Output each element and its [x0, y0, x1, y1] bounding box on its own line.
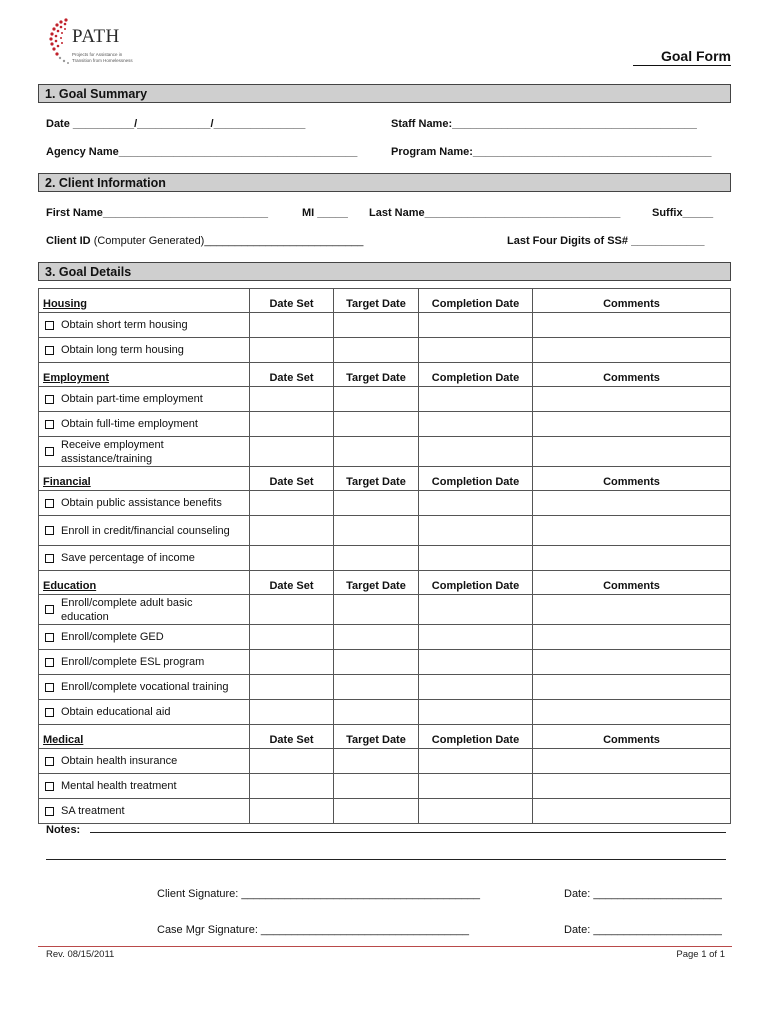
category-name-label: Education — [43, 580, 97, 592]
comments-cell[interactable] — [533, 675, 731, 700]
goal-cell — [39, 313, 250, 338]
form-title: Goal Form — [633, 48, 731, 66]
goal-label: Obtain full-time employment — [61, 418, 198, 430]
goal-row — [39, 338, 731, 363]
section-client-information: 2. Client Information — [38, 173, 731, 192]
section-goal-details: 3. Goal Details — [38, 262, 731, 281]
completion-date-cell[interactable] — [419, 675, 533, 700]
target-date-cell[interactable] — [334, 749, 419, 774]
revision-date: Rev. 08/15/2011 — [46, 949, 115, 960]
goal-checkbox[interactable] — [45, 782, 54, 791]
goal-row — [39, 437, 731, 467]
target-date-cell[interactable] — [334, 700, 419, 725]
goal-cell — [39, 437, 250, 467]
goal-checkbox[interactable] — [45, 633, 54, 642]
client-id-field[interactable]: Client ID (Computer Generated)__________________________ — [46, 235, 364, 247]
comments-cell[interactable] — [533, 338, 731, 363]
date-set-header-label: Date Set — [269, 734, 314, 746]
comments-cell[interactable] — [533, 546, 731, 571]
comments-header-label: Comments — [603, 372, 660, 384]
comments-cell[interactable] — [533, 799, 731, 824]
suffix-field[interactable]: Suffix_____ — [652, 207, 714, 219]
comments-cell[interactable] — [533, 749, 731, 774]
goal-label: Obtain educational aid — [61, 706, 171, 718]
case-mgr-signature-field[interactable]: Case Mgr Signature: __________________________________ — [157, 924, 469, 936]
goal-cell — [39, 491, 250, 516]
goal-row — [39, 491, 731, 516]
path-logo — [46, 14, 141, 70]
goal-cell — [39, 700, 250, 725]
comments-cell[interactable] — [533, 625, 731, 650]
goal-label: Enroll/complete ESL program — [61, 656, 205, 668]
goal-row — [39, 595, 731, 625]
target-date-header — [334, 289, 419, 313]
comments-cell[interactable] — [533, 313, 731, 338]
goal-checkbox[interactable] — [45, 321, 54, 330]
page-number: Page 1 of 1 — [676, 949, 725, 960]
comments-cell[interactable] — [533, 387, 731, 412]
target-date-header — [334, 571, 419, 595]
date-set-cell[interactable] — [250, 650, 334, 675]
target-date-cell[interactable] — [334, 338, 419, 363]
category-name — [39, 467, 250, 491]
target-date-cell[interactable] — [334, 491, 419, 516]
goal-row — [39, 749, 731, 774]
case-mgr-signature-date-field[interactable]: Date: _____________________ — [564, 924, 722, 936]
target-date-cell[interactable] — [334, 625, 419, 650]
completion-date-header-label: Completion Date — [431, 298, 520, 310]
category-header-row — [39, 467, 731, 491]
date-set-cell[interactable] — [250, 749, 334, 774]
comments-header-label: Comments — [603, 734, 660, 746]
comments-cell[interactable] — [533, 650, 731, 675]
comments-cell[interactable] — [533, 516, 731, 546]
completion-date-cell[interactable] — [419, 749, 533, 774]
goal-label: Mental health treatment — [61, 780, 177, 792]
category-name — [39, 725, 250, 749]
category-name — [39, 363, 250, 387]
target-date-cell[interactable] — [334, 412, 419, 437]
date-set-header-label: Date Set — [269, 580, 314, 592]
goal-checkbox[interactable] — [45, 447, 54, 456]
target-date-header-label: Target Date — [346, 298, 406, 310]
comments-header — [533, 725, 731, 749]
notes-line-2[interactable] — [46, 859, 726, 860]
category-name — [39, 571, 250, 595]
comments-cell[interactable] — [533, 595, 731, 625]
goal-checkbox[interactable] — [45, 605, 54, 614]
comments-cell[interactable] — [533, 774, 731, 799]
completion-date-cell[interactable] — [419, 799, 533, 824]
completion-date-header-label: Completion Date — [431, 476, 520, 488]
comments-header — [533, 289, 731, 313]
logo-tagline: Projects for Assistance in Transition from Homelessness — [72, 52, 133, 63]
goal-checkbox[interactable] — [45, 499, 54, 508]
section-goal-summary: 1. Goal Summary — [38, 84, 731, 103]
goal-label: Obtain short term housing — [61, 319, 188, 331]
goal-checkbox[interactable] — [45, 683, 54, 692]
goal-cell — [39, 774, 250, 799]
goal-checkbox[interactable] — [45, 395, 54, 404]
goal-details-table — [38, 288, 731, 824]
completion-date-header-label: Completion Date — [431, 734, 520, 746]
date-set-header — [250, 289, 334, 313]
target-date-cell[interactable] — [334, 650, 419, 675]
goal-label: Enroll in credit/financial counseling — [61, 524, 230, 537]
completion-date-cell[interactable] — [419, 650, 533, 675]
logo-dots-graphic — [46, 14, 72, 68]
goal-row — [39, 774, 731, 799]
goal-label: Enroll/complete adult basic education — [61, 596, 193, 623]
last-name-field[interactable]: Last Name________________________________ — [369, 207, 621, 219]
comments-header — [533, 363, 731, 387]
notes-line-1[interactable] — [90, 832, 726, 833]
goal-label: Enroll/complete vocational training — [61, 681, 229, 693]
completion-date-header — [419, 725, 533, 749]
date-set-cell[interactable] — [250, 546, 334, 571]
comments-cell[interactable] — [533, 491, 731, 516]
date-field[interactable]: Date __________/____________/_______________ — [46, 118, 306, 130]
goal-label: Obtain long term housing — [61, 344, 184, 356]
goal-label: Save percentage of income — [61, 552, 195, 564]
comments-cell[interactable] — [533, 700, 731, 725]
completion-date-cell[interactable] — [419, 313, 533, 338]
category-header-row — [39, 725, 731, 749]
date-set-cell[interactable] — [250, 491, 334, 516]
completion-date-header-label: Completion Date — [431, 372, 520, 384]
client-signature-date-field[interactable]: Date: _____________________ — [564, 888, 722, 900]
goal-cell — [39, 749, 250, 774]
completion-date-cell[interactable] — [419, 774, 533, 799]
completion-date-cell[interactable] — [419, 700, 533, 725]
category-name-label: Medical — [43, 734, 84, 746]
target-date-header — [334, 725, 419, 749]
date-set-cell[interactable] — [250, 595, 334, 625]
completion-date-cell[interactable] — [419, 546, 533, 571]
date-set-header-label: Date Set — [269, 298, 314, 310]
target-date-header — [334, 467, 419, 491]
goal-label: Obtain part-time employment — [61, 393, 203, 405]
goal-cell — [39, 338, 250, 363]
completion-date-cell[interactable] — [419, 387, 533, 412]
goal-row — [39, 516, 731, 546]
goal-checkbox[interactable] — [45, 526, 54, 535]
date-set-cell[interactable] — [250, 338, 334, 363]
target-date-header-label: Target Date — [346, 734, 406, 746]
goal-row — [39, 675, 731, 700]
date-set-cell[interactable] — [250, 412, 334, 437]
target-date-cell[interactable] — [334, 675, 419, 700]
date-set-cell[interactable] — [250, 700, 334, 725]
goal-checkbox[interactable] — [45, 658, 54, 667]
goal-cell — [39, 625, 250, 650]
date-set-cell[interactable] — [250, 516, 334, 546]
date-set-cell[interactable] — [250, 774, 334, 799]
completion-date-cell[interactable] — [419, 516, 533, 546]
goal-checkbox[interactable] — [45, 346, 54, 355]
agency-name-field[interactable]: Agency Name_______________________________________ — [46, 146, 358, 158]
mi-field[interactable]: MI _____ — [302, 207, 348, 219]
footer-divider — [38, 946, 732, 947]
category-name-label: Employment — [43, 372, 110, 384]
date-set-header — [250, 571, 334, 595]
goal-checkbox[interactable] — [45, 420, 54, 429]
target-date-cell[interactable] — [334, 387, 419, 412]
goal-cell — [39, 546, 250, 571]
completion-date-header — [419, 571, 533, 595]
target-date-cell[interactable] — [334, 546, 419, 571]
date-set-header-label: Date Set — [269, 372, 314, 384]
comments-header-label: Comments — [603, 298, 660, 310]
category-name — [39, 289, 250, 313]
category-name-label: Financial — [43, 476, 91, 488]
completion-date-header — [419, 289, 533, 313]
goal-row — [39, 799, 731, 824]
date-set-cell[interactable] — [250, 799, 334, 824]
comments-header-label: Comments — [603, 476, 660, 488]
category-header-row — [39, 571, 731, 595]
date-set-cell[interactable] — [250, 437, 334, 467]
goal-label: Receive employment assistance/training — [61, 438, 164, 465]
goal-cell — [39, 387, 250, 412]
target-date-cell[interactable] — [334, 516, 419, 546]
goal-label: SA treatment — [61, 805, 125, 817]
target-date-header — [334, 363, 419, 387]
target-date-header-label: Target Date — [346, 580, 406, 592]
goal-row — [39, 313, 731, 338]
completion-date-header — [419, 363, 533, 387]
program-name-field[interactable]: Program Name:_______________________________________ — [391, 146, 712, 158]
goal-cell — [39, 412, 250, 437]
completion-date-cell[interactable] — [419, 625, 533, 650]
comments-cell[interactable] — [533, 412, 731, 437]
date-set-header — [250, 725, 334, 749]
first-name-field[interactable]: First Name___________________________ — [46, 207, 269, 219]
goal-row — [39, 650, 731, 675]
target-date-cell[interactable] — [334, 774, 419, 799]
goal-row — [39, 387, 731, 412]
goal-cell — [39, 650, 250, 675]
notes-label: Notes: — [46, 824, 81, 836]
goal-row — [39, 625, 731, 650]
comments-header — [533, 467, 731, 491]
goal-label: Obtain public assistance benefits — [61, 497, 222, 509]
goal-cell — [39, 595, 250, 625]
date-set-cell[interactable] — [250, 625, 334, 650]
target-date-cell[interactable] — [334, 437, 419, 467]
date-set-cell[interactable] — [250, 313, 334, 338]
goal-cell — [39, 675, 250, 700]
category-header-row — [39, 363, 731, 387]
completion-date-cell[interactable] — [419, 338, 533, 363]
category-header-row — [39, 289, 731, 313]
logo-name: PATH — [72, 26, 120, 47]
target-date-header-label: Target Date — [346, 476, 406, 488]
date-set-header — [250, 363, 334, 387]
goal-label: Obtain health insurance — [61, 755, 178, 767]
staff-name-field[interactable]: Staff Name:________________________________________ — [391, 118, 697, 130]
comments-header — [533, 571, 731, 595]
date-set-header-label: Date Set — [269, 476, 314, 488]
category-name-label: Housing — [43, 298, 87, 310]
target-date-header-label: Target Date — [346, 372, 406, 384]
goal-cell — [39, 516, 250, 546]
completion-date-cell[interactable] — [419, 437, 533, 467]
goal-row — [39, 546, 731, 571]
target-date-cell[interactable] — [334, 595, 419, 625]
goal-checkbox[interactable] — [45, 554, 54, 563]
completion-date-header — [419, 467, 533, 491]
comments-cell[interactable] — [533, 437, 731, 467]
goal-checkbox[interactable] — [45, 708, 54, 717]
goal-label: Enroll/complete GED — [61, 631, 164, 643]
completion-date-cell[interactable] — [419, 412, 533, 437]
goal-cell — [39, 799, 250, 824]
goal-row — [39, 412, 731, 437]
goal-checkbox[interactable] — [45, 807, 54, 816]
client-signature-field[interactable]: Client Signature: _______________________________________ — [157, 888, 480, 900]
target-date-cell[interactable] — [334, 799, 419, 824]
completion-date-cell[interactable] — [419, 491, 533, 516]
ssn-last-four-field[interactable]: Last Four Digits of SS# ____________ — [507, 235, 705, 247]
date-set-header — [250, 467, 334, 491]
comments-header-label: Comments — [603, 580, 660, 592]
goal-row — [39, 700, 731, 725]
completion-date-cell[interactable] — [419, 595, 533, 625]
target-date-cell[interactable] — [334, 313, 419, 338]
date-set-cell[interactable] — [250, 675, 334, 700]
completion-date-header-label: Completion Date — [431, 580, 520, 592]
goal-checkbox[interactable] — [45, 757, 54, 766]
date-set-cell[interactable] — [250, 387, 334, 412]
